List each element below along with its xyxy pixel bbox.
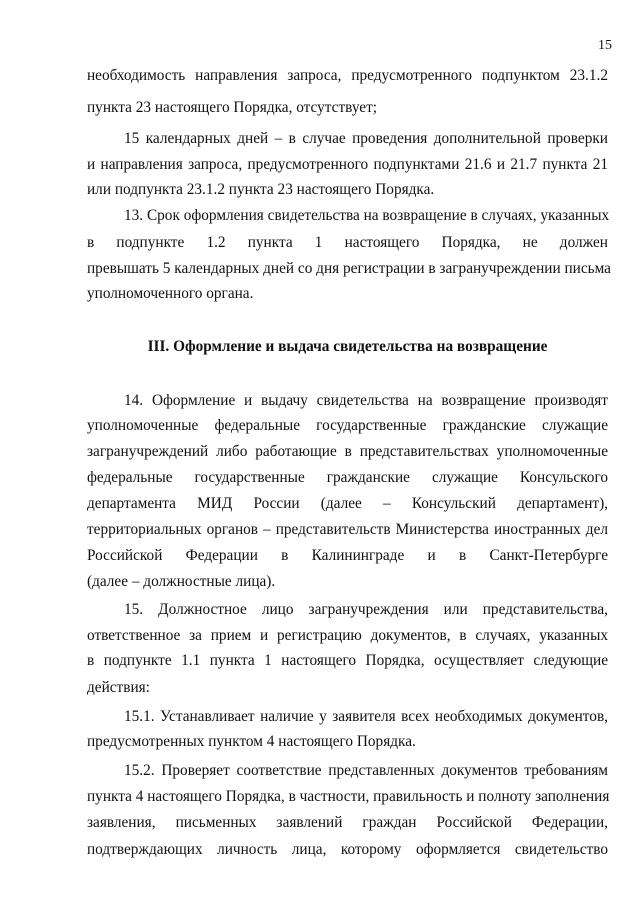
text-line: заявления, письменных заявлений граждан Российской Федерации, — [87, 814, 608, 831]
text-line: 14. Оформление и выдачу свидетельства на возвращение производят — [124, 392, 608, 409]
text-line: 13. Срок оформления свидетельства на возвращение в случаях, указанных — [124, 207, 610, 224]
text-line: пункта 4 настоящего Порядка, в частности, правильность и полноту заполнения — [87, 788, 610, 805]
text-line: 15.1. Устанавливает наличие у заявителя всех необходимых документов, — [124, 708, 608, 725]
text-line: необходимость направления запроса, предусмотренного подпунктом 23.1.2 — [87, 67, 608, 84]
text-line: предусмотренных пунктом 4 настоящего Порядка. — [87, 733, 416, 750]
text-line: подтверждающих личность лица, которому оформляется свидетельство — [87, 841, 608, 858]
text-line: в подпункте 1.2 пункта 1 настоящего Порядка, не должен — [87, 234, 608, 251]
text-line: федеральные государственные гражданские служащие Консульского — [87, 469, 608, 486]
text-line: территориальных органов – представительств Министерства иностранных дел — [87, 521, 608, 538]
text-line: департамента МИД России (далее – Консульский департамент), — [87, 495, 608, 512]
text-line: уполномоченные федеральные государственные гражданские служащие — [87, 417, 608, 434]
section-heading: III. Оформление и выдача свидетельства на возвращение — [147, 338, 548, 355]
text-line: ответственное за прием и регистрацию документов, в случаях, указанных — [87, 627, 608, 644]
text-line: действия: — [87, 679, 150, 696]
text-line: в подпункте 1.1 пункта 1 настоящего Порядка, осуществляет следующие — [87, 652, 608, 669]
text-line: 15.2. Проверяет соответствие представленных документов требованиям — [124, 762, 608, 779]
page-number: 15 — [598, 38, 612, 53]
text-line: 15. Должностное лицо загранучреждения или представительства, — [124, 601, 608, 618]
text-line: или подпункта 23.1.2 пункта 23 настоящего Порядка. — [87, 181, 435, 198]
text-line: 15 календарных дней – в случае проведения дополнительной проверки — [124, 130, 608, 147]
text-line: (далее – должностные лица). — [87, 573, 276, 590]
text-line: превышать 5 календарных дней со дня регистрации в загранучреждении письма — [87, 260, 611, 277]
text-line: пункта 23 настоящего Порядка, отсутствует; — [87, 99, 378, 116]
text-line: уполномоченного органа. — [87, 285, 254, 302]
text-line: и направления запроса, предусмотренного подпунктами 21.6 и 21.7 пункта 21 — [87, 156, 608, 173]
text-line: загранучреждений либо работающие в представительствах уполномоченные — [87, 443, 608, 460]
text-line: Российской Федерации в Калининграде и в Санкт-Петербурге — [87, 547, 608, 564]
